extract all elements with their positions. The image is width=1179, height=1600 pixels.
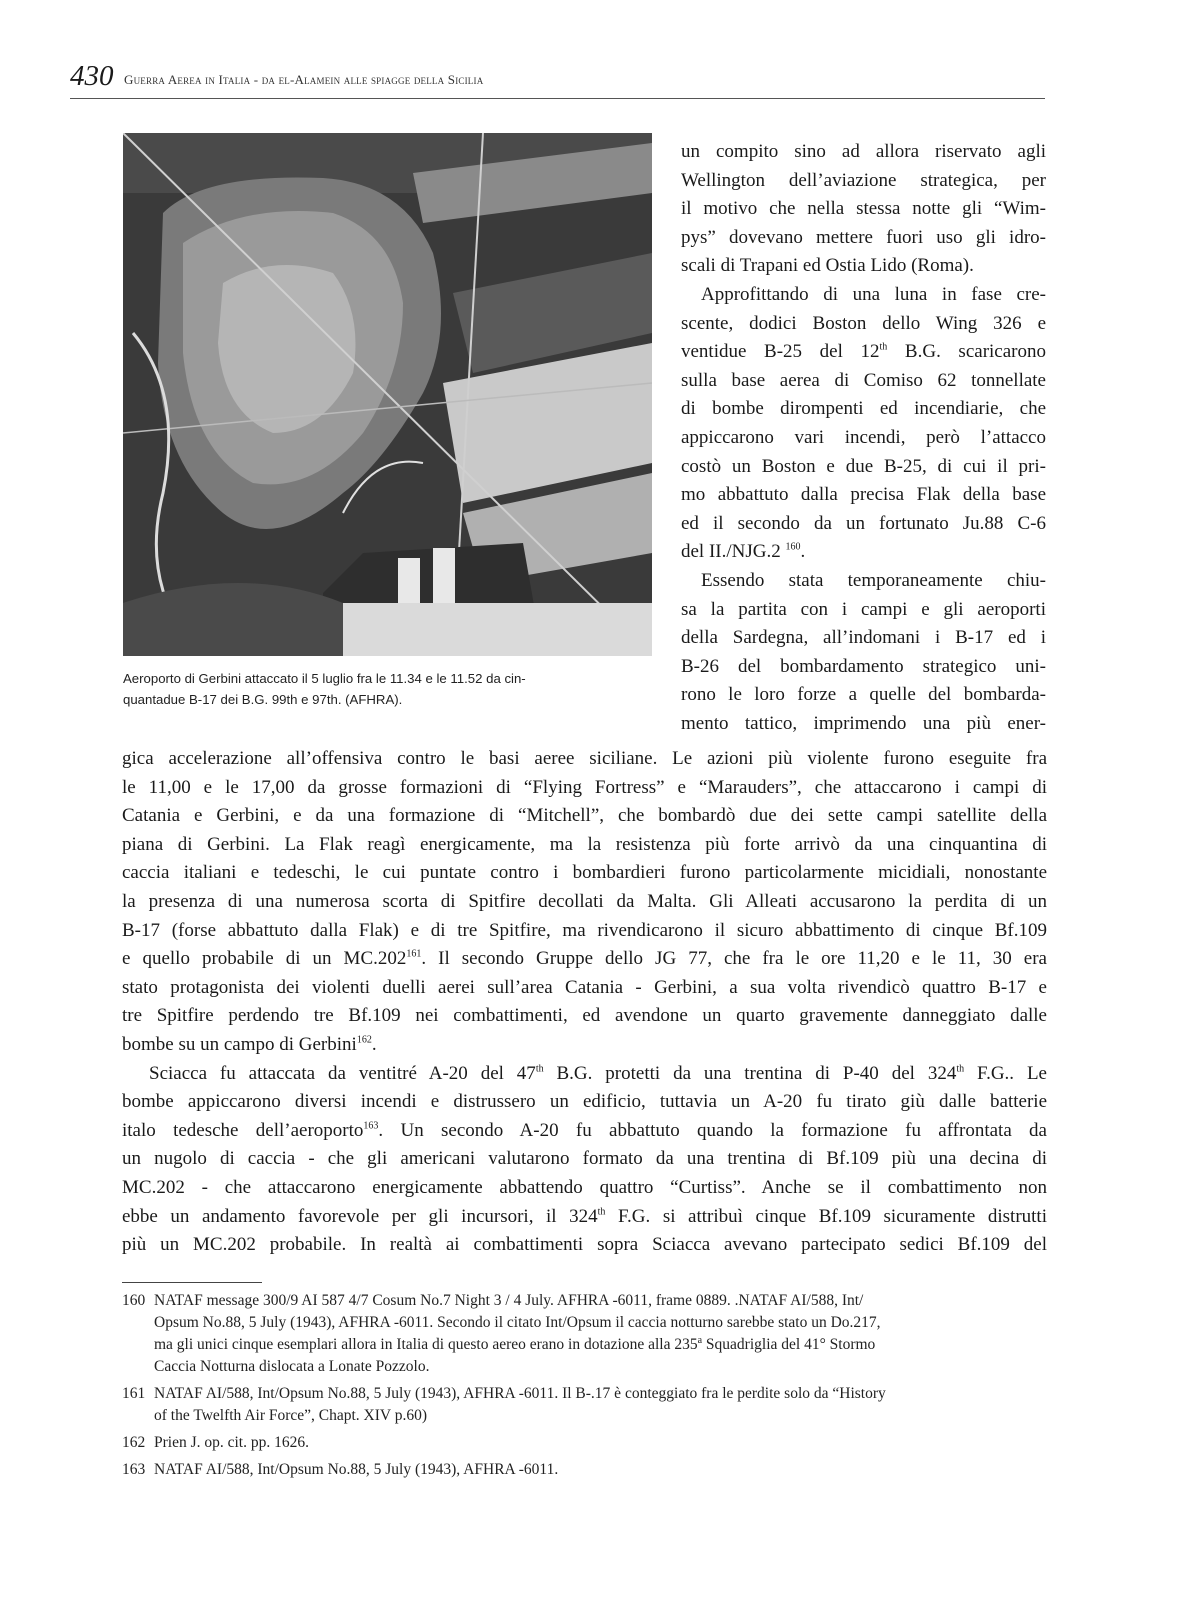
superscript: th — [535, 1063, 544, 1075]
text-line: Approfittando di una luna in fase cre- — [701, 283, 1046, 305]
caption-line: quantadue B-17 dei B.G. 99th e 97th. (AFHRA). — [123, 692, 403, 707]
text-line: caccia italiani e tedeschi, le cui puntate contro i bombardieri furono particolarmente micidiali, nonostante — [122, 862, 1047, 884]
text-line: del II./NJG.2 $^{160}$. — [681, 541, 806, 563]
text-line: pys” dovevano mettere fuori uso gli idro- — [681, 226, 1046, 248]
text-line: e quello probabile di un MC.202$^{161}$. Il secondo Gruppe dello JG 77, che fra le ore 11,20 e le 11, 30 era — [122, 948, 1047, 970]
body-text — [122, 745, 1047, 1260]
text-line: piana di Gerbini. La Flak reagì energicamente, ma la resistenza più forte arrivò da una cinquantina di — [122, 833, 1047, 855]
text-line: ventidue B-25 del 12th B.G. scaricarono — [681, 341, 1046, 363]
text-line: appiccarono vari incendi, però l’attacco — [681, 426, 1046, 448]
footnote-number: 163 — [122, 1461, 146, 1478]
text-line: ed il secondo da un fortunato Ju.88 C-6 — [681, 512, 1046, 534]
text-line: più un MC.202 probabile. In realtà ai combattimenti sopra Sciacca avevano partecipato sedici Bf.109 del — [122, 1234, 1047, 1256]
text-line: gica accelerazione all’offensiva contro le basi aeree siciliane. Le azioni più violente furono eseguite fra — [122, 748, 1047, 769]
right-column-text — [681, 138, 1046, 738]
text-line: B-17 (forse abbattuto dalla Flak) e di tre Spitfire, ma rivendicarono il sicuro abbattimento di cinque Bf.109 — [122, 919, 1047, 941]
text-line: sa la partita con i campi e gli aeroporti — [681, 598, 1046, 620]
text-line: bombe su un campo di Gerbini$^{162}$. — [122, 1033, 377, 1055]
text-line: Catania e Gerbini, e da una formazione di “Mitchell”, che bombardò due dei sette campi satellite della — [122, 805, 1047, 827]
text-line: tre Spitfire perdendo tre Bf.109 nei combattimenti, ed avendone un quarto gravemente danneggiato dalle — [122, 1005, 1047, 1027]
text-line: stato protagonista dei violenti duelli aerei sull’area Catania - Gerbini, a sua volta rivendicò quattro B-17 e — [122, 976, 1047, 998]
footnotes — [122, 1290, 1047, 1486]
aerial-photo-gerbini — [123, 133, 652, 656]
footnote-163 — [122, 1459, 1047, 1481]
superscript: a — [697, 1334, 703, 1346]
footnote-divider — [122, 1282, 262, 1283]
footnote-ref: 162 — [356, 1034, 372, 1046]
footnote-number: 160 — [122, 1292, 146, 1309]
superscript: th — [879, 341, 888, 353]
page-number: 430 — [70, 60, 114, 92]
footnote-161 — [122, 1383, 1047, 1427]
text-line: la presenza di una numerosa scorta di Spitfire decollati da Malta. Gli Alleati accusarono la perdita di un — [122, 890, 1047, 912]
footnote-line: Caccia Notturna dislocata a Lonate Pozzolo. — [154, 1358, 430, 1375]
footnote-line: NATAF AI/588, Int/Opsum No.88, 5 July (1943), AFHRA -6011. — [154, 1461, 559, 1478]
text-line: mento tattico, imprimendo una più ener- — [681, 712, 1046, 734]
footnote-line: Prien J. op. cit. pp. 1626. — [154, 1434, 309, 1451]
superscript: th — [597, 1206, 606, 1218]
text-line: le 11,00 e le 17,00 da grosse formazioni di “Flying Fortress” e “Marauders”, che attaccarono i campi di — [122, 776, 1047, 798]
text-line: ebbe un andamento favorevole per gli incursori, il 324th F.G. si attribuì cinque Bf.109 sicuramente distrutti — [122, 1205, 1047, 1227]
page-header — [70, 62, 1045, 99]
footnote-line: Opsum No.88, 5 July (1943), AFHRA -6011. Secondo il citato Int/Opsum il caccia notturno sarebbe stato un Do.217, — [154, 1314, 881, 1331]
text-line: italo tedesche dell’aeroporto$^{163}$. Un secondo A-20 fu abbattuto quando la formazione fu affrontata da — [122, 1119, 1047, 1141]
footnote-number: 161 — [122, 1385, 146, 1402]
text-line: Sciacca fu attaccata da ventitré A-20 del 47th B.G. protetti da una trentina di P-40 del 324th F.G.. Le — [149, 1062, 1047, 1084]
running-title: Guerra Aerea in Italia - da el-Alamein alle spiagge della Sicilia — [124, 72, 484, 87]
text-line: Wellington dell’aviazione strategica, per — [681, 169, 1046, 191]
footnote-ref: 160 — [785, 541, 801, 553]
text-line: sulla base aerea di Comiso 62 tonnellate — [681, 369, 1046, 391]
footnote-number: 162 — [122, 1434, 146, 1451]
figure-caption — [123, 668, 648, 710]
footnote-line: NATAF AI/588, Int/Opsum No.88, 5 July (1943), AFHRA -6011. Il B-.17 è conteggiato fra le perdite solo da “History — [154, 1385, 886, 1402]
footnote-162 — [122, 1432, 1047, 1454]
text-line: scali di Trapani ed Ostia Lido (Roma). — [681, 255, 974, 277]
text-line: rono le loro forze a quelle del bombarda- — [681, 684, 1046, 706]
text-line: mo abbattuto dalla precisa Flak della base — [681, 484, 1046, 506]
text-line: scente, dodici Boston dello Wing 326 e — [681, 312, 1046, 334]
text-line: il motivo che nella stessa notte gli “Wim- — [681, 198, 1046, 220]
text-line: un compito sino ad allora riservato agli — [681, 141, 1046, 162]
caption-line: Aeroporto di Gerbini attaccato il 5 luglio fra le 11.34 e le 11.52 da cin- — [123, 671, 526, 686]
superscript: th — [956, 1063, 965, 1075]
text-line: costò un Boston e due B-25, di cui il pri- — [681, 455, 1046, 477]
text-line: di bombe dirompenti ed incendiarie, che — [681, 398, 1046, 420]
text-line: un nugolo di caccia - che gli americani valutarono formato da una trentina di Bf.109 più una decina di — [122, 1148, 1047, 1170]
footnote-line: of the Twelfth Air Force”, Chapt. XIV p.60) — [154, 1407, 427, 1424]
footnote-line: ma gli unici cinque esemplari allora in Italia di questo aereo erano in dotazione alla 235$^a$ Squadriglia del 41° Stormo — [154, 1334, 876, 1353]
footnote-ref: 163 — [363, 1120, 379, 1132]
text-line: della Sardegna, all’indomani i B-17 ed i — [681, 627, 1046, 649]
footnote-line: NATAF message 300/9 AI 587 4/7 Cosum No.7 Night 3 / 4 July. AFHRA -6011, frame 0889. .NATAF AI/588, Int/ — [154, 1292, 864, 1309]
footnote-ref: 161 — [406, 948, 422, 960]
text-line: B-26 del bombardamento strategico uni- — [681, 655, 1046, 677]
text-line: Essendo stata temporaneamente chiu- — [701, 569, 1046, 591]
text-line: MC.202 - che attaccarono energicamente abbattendo quattro “Curtiss”. Anche se il combattimento non — [122, 1176, 1047, 1198]
text-line: bombe appiccarono diversi incendi e distrussero un edificio, tuttavia un A-20 fu tirato giù dalle batterie — [122, 1091, 1047, 1113]
footnote-160 — [122, 1290, 1047, 1378]
